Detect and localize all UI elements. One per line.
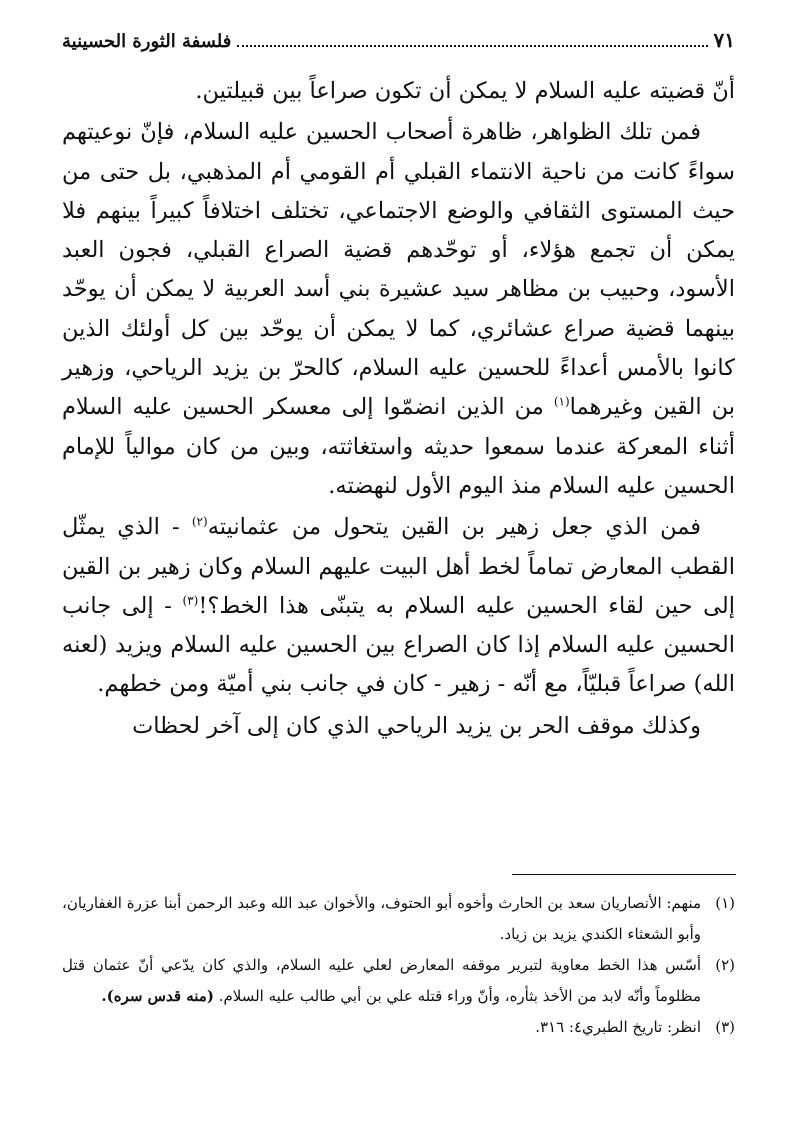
paragraph-text: - الذي يمثّل القطب المعارض تماماً لخط أهل البيت عليهم السلام وكان زهير بن القين إلى حين لقاء الحسين عليه السلام به يتبنّى هذا الخط؟! [62,514,736,619]
footnote [62,950,735,1012]
page-number: ٧١ [713,28,735,52]
footnote-text: منهم: الأنصاريان سعد بن الحارث وأخوه أبو الحتوف، والأخوان عبد الله وعبد الرحمن أبنا عزرة الغفاريان، وأبو الشعثاء الكندي يزيد بن زياد. [62,894,701,943]
footnotes [62,888,735,1043]
footnote-separator [512,874,736,875]
footnote-ref[interactable]: (٣) [182,593,199,608]
paragraph: وكذلك موقف الحر بن يزيد الرياحي الذي كان إلى آخر لحظات [132,712,701,739]
footnote-ref[interactable]: (١) [553,394,570,409]
footnote-text: أسّس هذا الخط معاوية لتبرير موقفه المعارض لعلي عليه السلام، والذي كان يدّعي أنّ عثمان قتل مظلوماً وأنّه لابد من الأخذ بثأره، وأنّ وراء قتله علي بن أبي طالب عليه السلام. [62,956,701,1005]
paragraph [62,113,735,506]
paragraph-text: من الذين انضمّوا إلى معسكر الحسين عليه السلام أثناء المعركة عندما سمعوا حديثه واستغاثته، وبين من كان موالياً للإمام الحسين عليه السلام منذ اليوم الأول لنهضته. [62,394,735,499]
paragraph: أنّ قضيته عليه السلام لا يمكن أن تكون صراعاً بين قبيلتين. [195,78,735,104]
paragraph-text: - إلى جانب الحسين عليه السلام إذا كان الصراع بين الحسين عليه السلام ويزيد (لعنه الله) صراعاً قبليّاً، مع أنّه - زهير - كان في جانب بني أميّة ومن خطهم. [62,592,735,698]
running-header [62,28,735,52]
main-text [62,72,735,746]
book-title: فلسفة الثورة الحسينية [62,31,232,52]
footnote-suffix: (منه قدس سره). [101,987,214,1005]
footnote [62,1012,735,1043]
footnote [62,888,735,950]
header-dotted-leader [237,45,707,47]
paragraph [62,508,735,704]
footnote-number: (٢) [715,956,735,974]
footnote-number: (٣) [715,1018,735,1036]
footnote-text: انظر: تاريخ الطبري٤: ٣١٦. [535,1018,701,1036]
footnote-number: (١) [715,894,735,912]
paragraph-text: فمن الذي جعل زهير بن القين يتحول من عثمانيته [207,514,701,541]
paragraph-text: فمن تلك الظواهر، ظاهرة أصحاب الحسين عليه السلام، فإنّ نوعيتهم سواءً كانت من ناحية الانتماء القبلي أم القومي أم المذهبي، بل حتى من حيث المستوى الثقافي والوضع الاجتماعي، تختلف اختلافاً كبيراً بينهم فلا يمكن أن تجمع هؤلاء، أو توحّدهم قضية الصراع القبلي، فجون العبد الأسود، وحبيب بن مظاهر سيد عشيرة بني أسد العربية لا يمكن أن يوحّد بينهما قضية صراع عشائري، كما لا يمكن أن يوحّد بين كل أولئك الذين كانوا بالأمس أعداءً للحسين عليه السلام، كالحرّ بن يزيد الرياحي، وزهير بن القين وغيرهما [62,119,735,421]
footnote-ref[interactable]: (٢) [191,514,208,529]
